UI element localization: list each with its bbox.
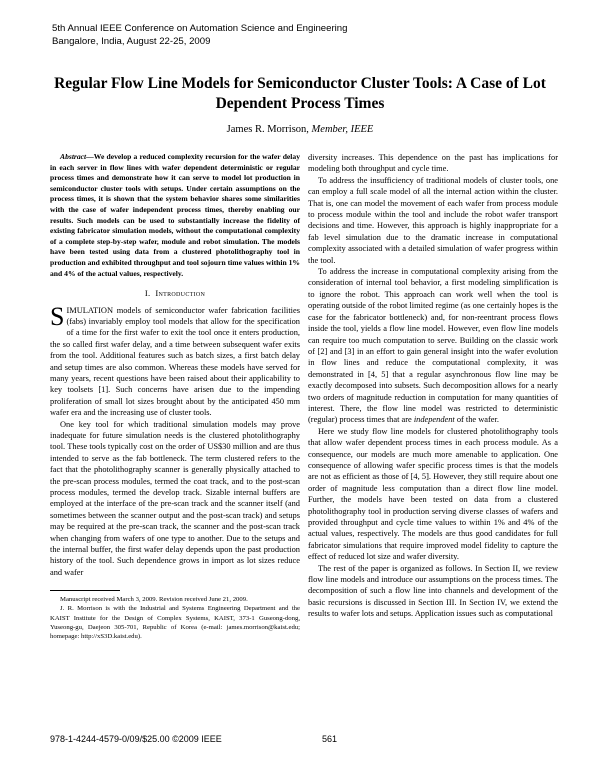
right-paragraph-1: diversity increases. This dependence on the past has implications for modeling both throughput and cycle time. (308, 153, 558, 174)
intro-paragraph-1 (50, 301, 300, 419)
conference-name: 5th Annual IEEE Conference on Automation Science and Engineering (52, 23, 348, 34)
left-column (50, 152, 300, 641)
right-paragraph-5: The rest of the paper is organized as follows. In Section II, we review flow line models and introduce our assumptions on the process times. The decomposition of such a flow line into channels and development of the basic recursions is discussed in Section III. In Section IV, we extend the results to wafer lots and setups. Application issues such as computational (308, 563, 558, 619)
page-number: 561 (322, 734, 338, 744)
abstract-text: —We develop a reduced complexity recursion for the wafer delay in each server in flow lines with wafer dependent deterministic or regular process times and demonstrate how it can serve to model lot production in semiconductor cluster tools with setups. Under certain assumptions on the process times, it is shown that the system behavior shares some similarities with the case of wafer independent process times, thereby enabling our results. Such models can be used to substantially increase the fidelity of existing fabricator simulation models, without the computational complexity of a complete step-by-step wafer, module and robot simulation. The models have been tested using data from a clustered photolithography tool in production and exhibited throughput and tool sojourn time values within 1% and 4% of the actual values, respectively. (50, 152, 300, 278)
section-title: Introduction (155, 288, 206, 299)
section-heading-introduction (50, 288, 300, 299)
right-column (308, 152, 558, 620)
author-role: Member, IEEE (311, 124, 374, 135)
right-paragraph-3-text: To address the increase in computational complexity arising from the consideration of internal tool behavior, a first modeling simplification is to ignore the robot. This approach can work well when the tool is operating outside of the robot limited regime (as one certainly hopes is the case for the fabricator bottleneck) and, for non-reentrant process flows inside the tool, yields a flow line model. However, even flow line models can require too much computation to serve. Building on the classic work of [2] and [3] in an effort to gain general insight into the wafer evolution in flow lines and reduce the computational complexity, it was demonstrated in [4, 5] that a regular asynchronous flow line may be exactly decomposed into subsets. Such decomposition allows for a nearly two orders of magnitude reduction in computation for many quantities of interest. There, the flow line model was restricted to deterministic (regular) process times that are (308, 267, 558, 425)
footnote-manuscript: Manuscript received March 3, 2009. Revision received June 21, 2009. (60, 596, 248, 604)
section-number: I. (144, 288, 151, 299)
footnotes (50, 595, 300, 641)
paper-title: Regular Flow Line Models for Semiconductor Cluster Tools: A Case of Lot Dependent Process Times (54, 75, 546, 112)
footnote-affiliation: J. R. Morrison is with the Industrial and Systems Engineering Department and the KAIST Institute for the Design of Complex Systems, KAIST, 373-1 Guseong-dong, Yuseong-gu, Daejeon 305-701, Republic of Korea (e-mail: james.morrison@kaist.edu; homepage: http://xS3D.kaist.edu). (50, 605, 300, 641)
abstract-label: Abstract (60, 152, 87, 161)
conference-location: Bangalore, India, August 22-25, 2009 (52, 36, 211, 47)
author-name: James R. Morrison, (226, 124, 312, 135)
conference-header (52, 22, 552, 48)
footnote-rule (50, 590, 120, 591)
drop-cap: S (50, 301, 65, 331)
emphasis-independent: independent (413, 415, 455, 425)
intro-paragraph-1-text: IMULATION models of semiconductor wafer fabrication facilities (fabs) invariably employ tool models that allow for the specification of a time for the first wafer to exit the tool once it enters production, the so called first wafer delay, and a time between subsequent wafer exits from the tool. Additional features such as batch sizes, a first batch delay and setup times are also common. Whereas these models have served for many years, recent questions have been raised about their applicability to key toolsets [1]. Such concerns have arisen due to the impending proliferation of small lot sizes brought about by the anticipated 450 mm wafer era and the increasing use of cluster tools. (50, 305, 300, 418)
abstract (50, 152, 300, 279)
isbn-copyright: 978-1-4244-4579-0/09/$25.00 ©2009 IEEE (50, 734, 222, 744)
right-paragraph-3-end: of the wafer. (454, 415, 499, 425)
right-paragraph-2: To address the insufficiency of traditional models of cluster tools, one can employ a full scale model of all the internal action within the cluster. That is, one can model the movement of each wafer from process module to process module within the tool and include the robot wafer transport decisions and time. However, this approach is highly inappropriate for a fab level simulation due to the dramatic increase in computational complexity associated with a detailed simulation of wafer progress within the tool. (308, 175, 558, 265)
right-paragraph-4: Here we study flow line models for clustered photolithography tools that allow wafer dependent process times in each process module. As a consequence, our models are much more amenable to application. One consequence of allowing wafer specific process times is that the models are not as efficient as those of [4, 5]. However, they still require about one order of magnitude less computation than a direct flow line model. Further, the models have been tested on data from a clustered photolithography tool in production serving diverse classes of wafers and provided throughput and cycle time values to within 1% and 4% of the actual values, respectively. The models are thus good candidates for full fabricator simulations that require improved model fidelity to capture the effect of reduced lot size and wafer diversity. (308, 426, 558, 562)
intro-paragraph-2: One key tool for which traditional simulation models may prove inadequate for future simulation needs is the clustered photolithography tool. These tools typically cost on the order of US$30 million and are thus intended to serve as the fab bottleneck. The term clustered refers to the fact that the photolithography scanner is generally physically attached to the pre-scan process modules, termed the coat track, and to the post-scan process modules, termed the develop track. Sizable internal buffers are employed at the interface of the pre-scan track and the scanner itself (and sometimes between the scanner output and the post-scan track) and setups may be required at the pre-scan track, the scanner and the post-scan track when changing from wafers of one type to another. Due to the setups and the internal buffer, the first wafer delay depends upon the past production history of the tool. Such dependence grows in import as lot sizes reduce and wafer (50, 419, 300, 577)
right-paragraph-3 (308, 266, 558, 426)
authors (40, 124, 560, 135)
